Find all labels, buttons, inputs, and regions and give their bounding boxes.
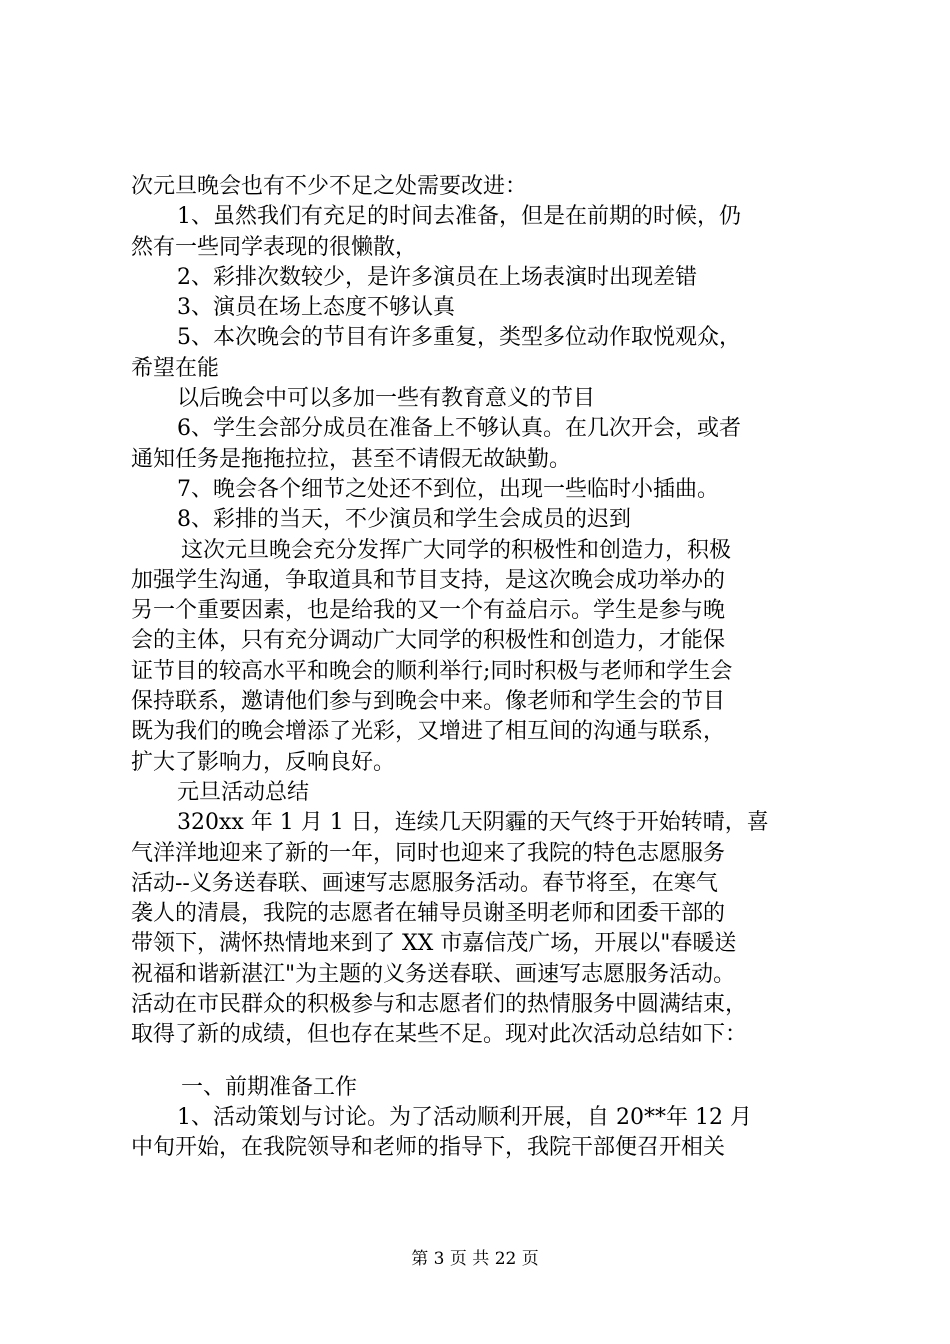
list-item: 3、演员在场上态度不够认真 bbox=[177, 295, 455, 321]
list-item: 1、虽然我们有充足的时间去准备，但是在前期的时候，仍 bbox=[177, 204, 741, 230]
section-heading: 元旦活动总结 bbox=[177, 779, 310, 805]
paragraph-gap bbox=[131, 1051, 831, 1073]
list-item: 6、学生会部分成员在准备上不够认真。在几次开会，或者 bbox=[177, 416, 741, 442]
text-line: 然有一些同学表现的很懒散， bbox=[131, 234, 418, 260]
paragraph-line: 取得了新的成绩，但也存在某些不足。现对此次活动总结如下： bbox=[131, 1022, 748, 1048]
paragraph-line: 带领下，满怀热情地来到了 XX 市嘉信茂广场，开展以"春暖送 bbox=[131, 931, 737, 957]
page-footer: 第 3 页 共 22 页 bbox=[411, 1249, 539, 1269]
paragraph-line: 活动--义务送春联、画速写志愿服务活动。春节将至，在寒气 bbox=[131, 870, 718, 896]
text-line: 以后晚会中可以多加一些有教育意义的节目 bbox=[177, 386, 596, 412]
paragraph-line: 320xx 年 1 月 1 日，连续几天阴霾的天气终于开始转晴，喜 bbox=[177, 810, 769, 836]
list-item: 2、彩排次数较少，是许多演员在上场表演时出现差错 bbox=[177, 264, 697, 290]
paragraph-line: 这次元旦晚会充分发挥广大同学的积极性和创造力，积极 bbox=[181, 537, 732, 563]
paragraph-line: 加强学生沟通，争取道具和节目支持，是这次晚会成功举办的 bbox=[131, 567, 726, 593]
paragraph-line: 祝福和谐新湛江"为主题的义务送春联、画速写志愿服务活动。 bbox=[131, 961, 736, 987]
paragraph-line: 中旬开始，在我院领导和老师的指导下，我院干部便召开相关 bbox=[131, 1135, 726, 1161]
list-item: 7、晚会各个细节之处还不到位，出现一些临时小插曲。 bbox=[177, 476, 719, 502]
list-item: 5、本次晚会的节目有许多重复，类型多位动作取悦观众， bbox=[177, 325, 741, 351]
paragraph-line: 会的主体，只有充分调动广大同学的积极性和创造力，才能保 bbox=[131, 628, 726, 654]
text-line: 希望在能 bbox=[131, 355, 220, 381]
document-body bbox=[131, 172, 831, 1164]
paragraph-line: 袭人的清晨，我院的志愿者在辅导员谢圣明老师和团委干部的 bbox=[131, 901, 726, 927]
paragraph-line: 气洋洋地迎来了新的一年，同时也迎来了我院的特色志愿服务 bbox=[131, 840, 726, 866]
list-item: 8、彩排的当天，不少演员和学生会成员的迟到 bbox=[177, 507, 631, 533]
paragraph-line: 既为我们的晚会增添了光彩，又增进了相互间的沟通与联系， bbox=[131, 719, 726, 745]
section-heading: 一、前期准备工作 bbox=[181, 1074, 358, 1100]
paragraph-line: 保持联系，邀请他们参与到晚会中来。像老师和学生会的节目 bbox=[131, 689, 726, 715]
paragraph-line: 活动在市民群众的积极参与和志愿者们的热情服务中圆满结束， bbox=[131, 992, 748, 1018]
list-item: 1、活动策划与讨论。为了活动顺利开展，自 20**年 12 月 bbox=[177, 1104, 752, 1130]
text-line: 次元旦晚会也有不少不足之处需要改进： bbox=[131, 174, 528, 199]
paragraph-line: 证节目的较高水平和晚会的顺利举行;同时积极与老师和学生会 bbox=[131, 658, 733, 684]
paragraph-line: 另一个重要因素，也是给我的又一个有益启示。学生是参与晚 bbox=[131, 598, 726, 624]
text-line: 通知任务是拖拖拉拉，甚至不请假无故缺勤。 bbox=[131, 446, 572, 472]
paragraph-line: 扩大了影响力，反响良好。 bbox=[131, 749, 396, 775]
